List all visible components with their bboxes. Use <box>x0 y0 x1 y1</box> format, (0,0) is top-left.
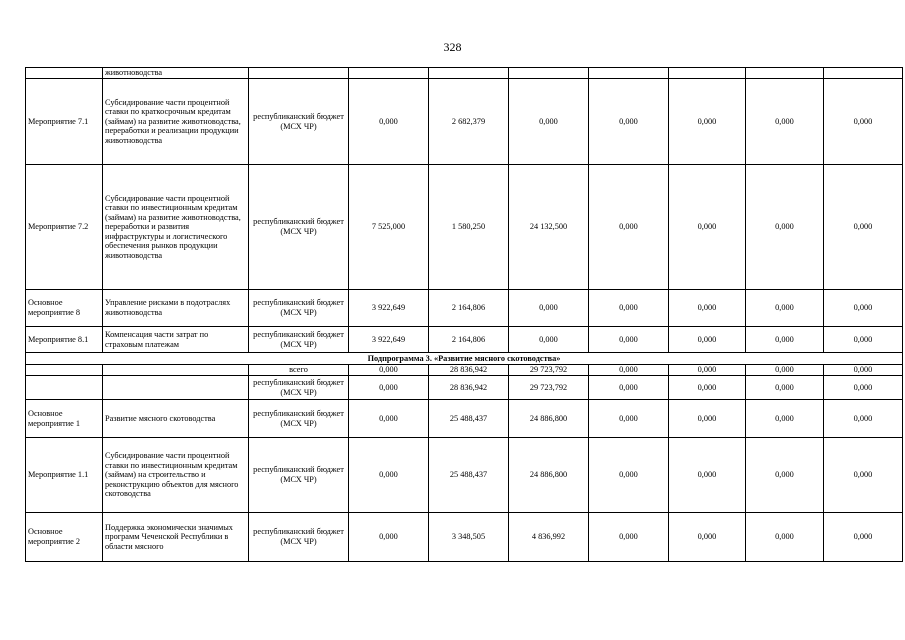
value-cell <box>824 68 903 79</box>
value-cell: 0,000 <box>746 327 824 353</box>
name-cell <box>103 376 249 400</box>
value-cell: 2 164,806 <box>429 290 509 327</box>
value-cell: 0,000 <box>349 513 429 562</box>
value-cell: 3 348,505 <box>429 513 509 562</box>
value-cell: 0,000 <box>746 376 824 400</box>
value-cell: 28 836,942 <box>429 376 509 400</box>
value-cell: 2 164,806 <box>429 327 509 353</box>
value-cell: 0,000 <box>669 376 746 400</box>
event-cell: Мероприятие 1.1 <box>26 438 103 513</box>
value-cell: 0,000 <box>824 513 903 562</box>
value-cell: 28 836,942 <box>429 365 509 376</box>
subprogram-header-row <box>26 353 903 365</box>
event-cell: Основное мероприятие 8 <box>26 290 103 327</box>
table-body <box>26 68 903 562</box>
value-cell: 0,000 <box>746 290 824 327</box>
value-cell: 0,000 <box>746 165 824 290</box>
value-cell: 24 132,500 <box>509 165 589 290</box>
table-row <box>26 79 903 165</box>
value-cell: 29 723,792 <box>509 365 589 376</box>
name-cell: Субсидирование части процентной ставки по инвестиционным кредитам (займам) на развитие животноводства, переработки и развития инфраструктуры и логистического обеспечения рынков продукции животноводства <box>103 165 249 290</box>
budget-table <box>25 67 903 562</box>
event-cell: Мероприятие 7.1 <box>26 79 103 165</box>
value-cell: 0,000 <box>669 327 746 353</box>
value-cell: 0,000 <box>669 438 746 513</box>
value-cell: 0,000 <box>669 365 746 376</box>
value-cell: 25 488,437 <box>429 400 509 438</box>
source-cell: республиканский бюджет (МСХ ЧР) <box>249 376 349 400</box>
value-cell: 3 922,649 <box>349 327 429 353</box>
event-cell: Основное мероприятие 2 <box>26 513 103 562</box>
value-cell: 0,000 <box>349 365 429 376</box>
value-cell: 0,000 <box>824 400 903 438</box>
value-cell: 0,000 <box>589 165 669 290</box>
source-cell: республиканский бюджет (МСХ ЧР) <box>249 513 349 562</box>
value-cell: 0,000 <box>509 327 589 353</box>
value-cell: 1 580,250 <box>429 165 509 290</box>
value-cell: 0,000 <box>746 513 824 562</box>
event-cell: Основное мероприятие 1 <box>26 400 103 438</box>
value-cell <box>746 68 824 79</box>
value-cell: 0,000 <box>509 290 589 327</box>
value-cell: 0,000 <box>589 438 669 513</box>
value-cell: 2 682,379 <box>429 79 509 165</box>
value-cell: 0,000 <box>746 438 824 513</box>
name-cell: Субсидирование части процентной ставки по краткосрочным кредитам (займам) на развитие животноводства, переработки и реализации продукции животноводства <box>103 79 249 165</box>
value-cell <box>589 68 669 79</box>
value-cell: 7 525,000 <box>349 165 429 290</box>
value-cell: 0,000 <box>669 400 746 438</box>
table-row <box>26 68 903 79</box>
value-cell: 0,000 <box>589 400 669 438</box>
source-cell: республиканский бюджет (МСХ ЧР) <box>249 438 349 513</box>
value-cell: 0,000 <box>349 400 429 438</box>
table-row <box>26 438 903 513</box>
source-cell: республиканский бюджет (МСХ ЧР) <box>249 165 349 290</box>
name-cell: Развитие мясного скотоводства <box>103 400 249 438</box>
value-cell: 0,000 <box>349 438 429 513</box>
value-cell: 0,000 <box>669 513 746 562</box>
value-cell: 0,000 <box>746 400 824 438</box>
source-cell: республиканский бюджет (МСХ ЧР) <box>249 290 349 327</box>
subprogram-title: Подпрограмма 3. «Развитие мясного скотоводства» <box>26 353 903 365</box>
value-cell: 0,000 <box>589 513 669 562</box>
value-cell: 0,000 <box>669 290 746 327</box>
source-cell: всего <box>249 365 349 376</box>
value-cell: 0,000 <box>746 365 824 376</box>
value-cell: 25 488,437 <box>429 438 509 513</box>
value-cell: 0,000 <box>349 79 429 165</box>
table-row <box>26 165 903 290</box>
source-cell: республиканский бюджет (МСХ ЧР) <box>249 400 349 438</box>
event-cell: Мероприятие 8.1 <box>26 327 103 353</box>
value-cell: 0,000 <box>589 79 669 165</box>
value-cell: 0,000 <box>589 290 669 327</box>
value-cell: 24 886,800 <box>509 400 589 438</box>
source-cell <box>249 68 349 79</box>
table-row <box>26 513 903 562</box>
value-cell: 0,000 <box>824 365 903 376</box>
table-row <box>26 400 903 438</box>
value-cell: 0,000 <box>669 79 746 165</box>
value-cell: 0,000 <box>824 376 903 400</box>
value-cell: 0,000 <box>509 79 589 165</box>
event-cell: Мероприятие 7.2 <box>26 165 103 290</box>
value-cell: 0,000 <box>824 165 903 290</box>
value-cell: 0,000 <box>349 376 429 400</box>
value-cell: 0,000 <box>824 290 903 327</box>
table-row <box>26 365 903 376</box>
value-cell <box>669 68 746 79</box>
name-cell: Компенсация части затрат по страховым платежам <box>103 327 249 353</box>
value-cell <box>509 68 589 79</box>
table-row <box>26 290 903 327</box>
value-cell: 0,000 <box>824 438 903 513</box>
value-cell: 0,000 <box>589 365 669 376</box>
value-cell: 0,000 <box>746 79 824 165</box>
name-cell <box>103 365 249 376</box>
value-cell: 4 836,992 <box>509 513 589 562</box>
table-row <box>26 376 903 400</box>
value-cell: 0,000 <box>589 327 669 353</box>
name-cell: животноводства <box>103 68 249 79</box>
event-cell <box>26 365 103 376</box>
page-number: 328 <box>443 40 462 54</box>
value-cell <box>429 68 509 79</box>
value-cell: 24 886,800 <box>509 438 589 513</box>
value-cell: 0,000 <box>824 327 903 353</box>
source-cell: республиканский бюджет (МСХ ЧР) <box>249 79 349 165</box>
value-cell: 0,000 <box>589 376 669 400</box>
value-cell: 29 723,792 <box>509 376 589 400</box>
name-cell: Управление рисками в подотраслях животноводства <box>103 290 249 327</box>
event-cell <box>26 68 103 79</box>
name-cell: Субсидирование части процентной ставки по инвестиционным кредитам (займам) на строительство и реконструкцию объектов для мясного скотоводства <box>103 438 249 513</box>
table-row <box>26 327 903 353</box>
name-cell: Поддержка экономически значимых программ Чеченской Республики в области мясного <box>103 513 249 562</box>
value-cell: 0,000 <box>669 165 746 290</box>
value-cell: 3 922,649 <box>349 290 429 327</box>
value-cell: 0,000 <box>824 79 903 165</box>
value-cell <box>349 68 429 79</box>
source-cell: республиканский бюджет (МСХ ЧР) <box>249 327 349 353</box>
event-cell <box>26 376 103 400</box>
